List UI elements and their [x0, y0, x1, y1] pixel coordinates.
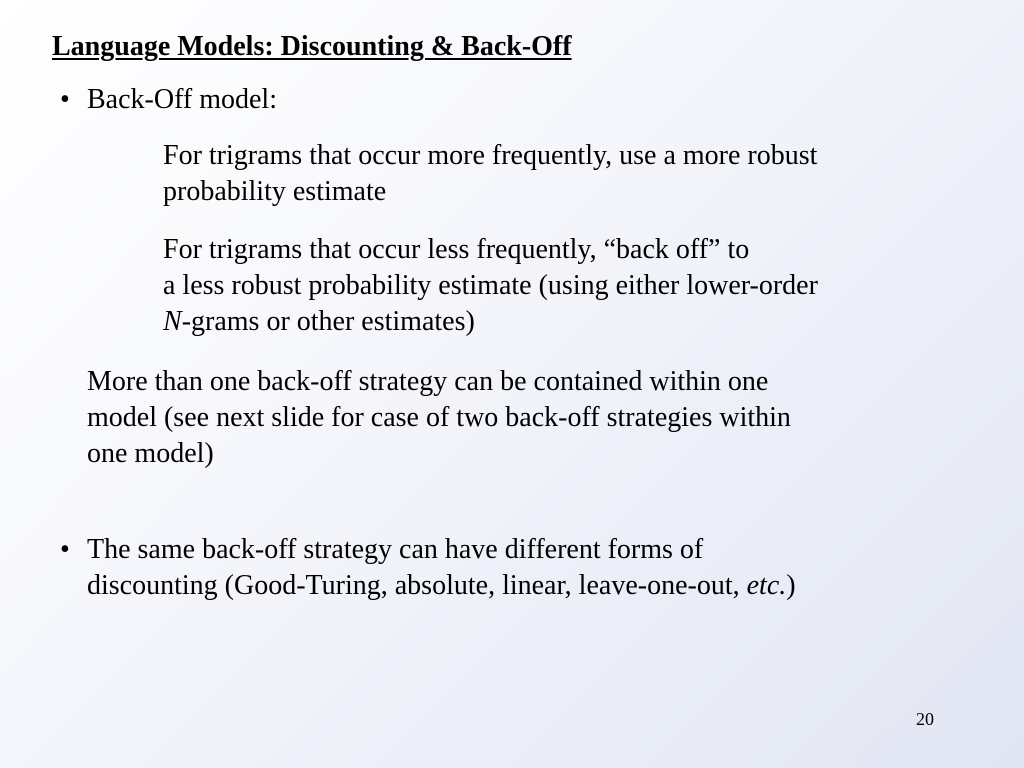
paragraph-line: The same back-off strategy can have different forms of [87, 534, 704, 565]
paragraph-infrequent-trigrams [163, 232, 818, 340]
italic-etc: etc. [746, 570, 787, 601]
paragraph-line [163, 304, 818, 340]
paragraph-line-prefix: discounting (Good-Turing, absolute, linear, leave-one-out, [87, 570, 747, 601]
paragraph-line: a less robust probability estimate (using either lower-order [163, 270, 818, 301]
paragraph-line-suffix: ) [786, 570, 796, 601]
paragraph-frequent-trigrams [163, 138, 817, 210]
paragraph-line: More than one back-off strategy can be contained within one [87, 366, 769, 397]
paragraph-line [87, 568, 796, 604]
slide-title: Language Models: Discounting & Back-Off [52, 31, 572, 62]
paragraph-multiple-strategies [87, 364, 791, 472]
paragraph-line: For trigrams that occur more frequently, use a more robust [163, 140, 818, 171]
page-number: 20 [916, 709, 934, 729]
paragraph-line: For trigrams that occur less frequently, “back off” to [163, 234, 750, 265]
bullet-discounting-forms [87, 532, 796, 604]
paragraph-line: probability estimate [163, 176, 387, 207]
paragraph-line: model (see next slide for case of two back-off strategies within [87, 402, 791, 433]
paragraph-line-rest: -grams or other estimates) [181, 306, 475, 337]
bullet-backoff-model-label: Back-Off model: [87, 84, 277, 115]
italic-n: N [163, 306, 182, 337]
bullet-marker: • [60, 84, 70, 115]
paragraph-line: one model) [87, 438, 214, 469]
bullet-marker: • [60, 534, 70, 565]
